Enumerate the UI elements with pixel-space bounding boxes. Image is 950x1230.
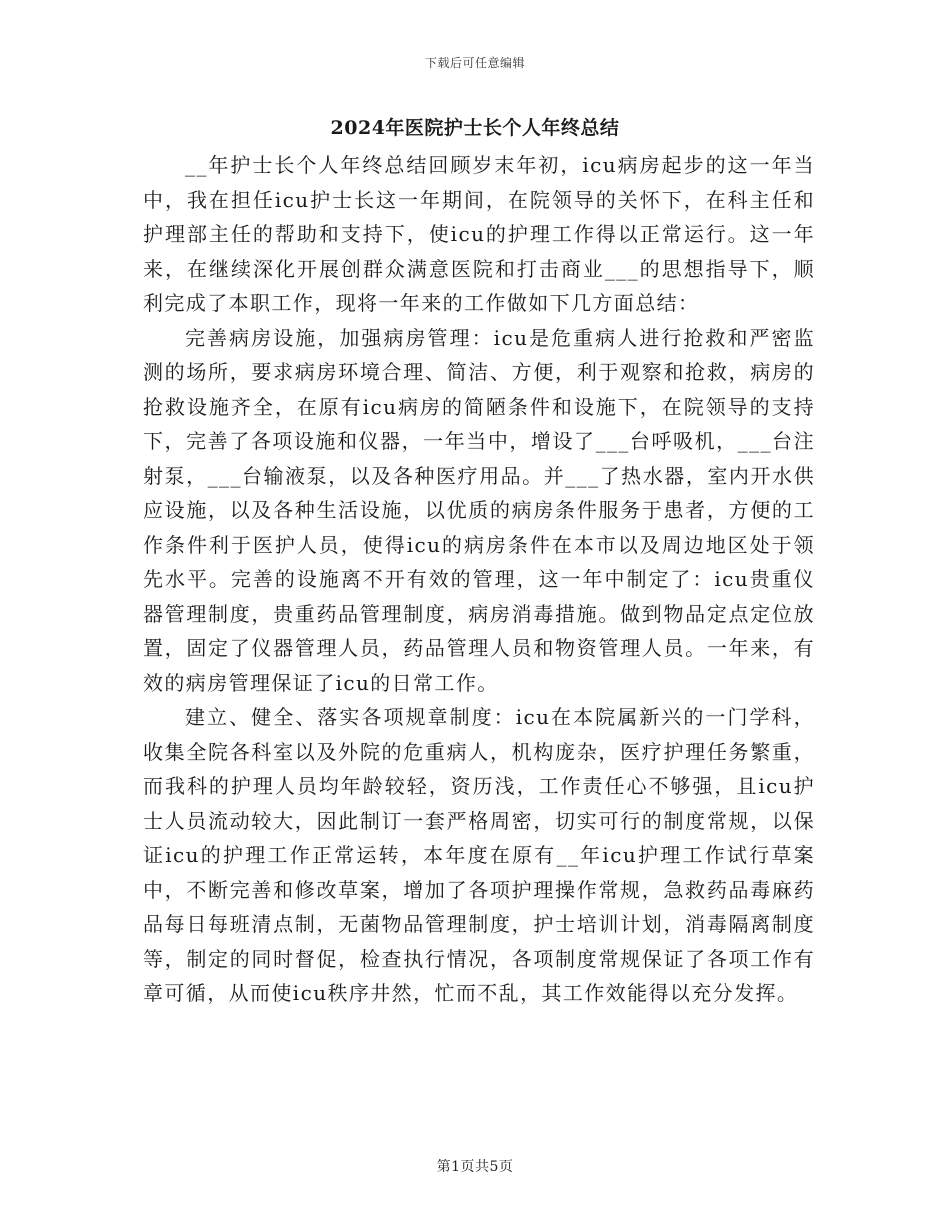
page-number: 第1页共5页 [436,1159,514,1175]
paragraph-facilities: 完善病房设施，加强病房管理：icu是危重病人进行抢救和严密监测的场所，要求病房环境合理、简洁、方便，利于观察和抢救，病房的抢救设施齐全，在原有icu病房的简陋条件和设施下，在院领导的支持下，完善了各项设施和仪器，一年当中，增设了___台呼吸机，___台注射泵，___台输液泵，以及各种医疗用品。并___了热水器，室内开水供应设施，以及各种生活设施，以优质的病房条件服务于患者，方便的工作条件利于医护人员，使得icu的病房条件在本市以及周边地区处于领先水平。完善的设施离不开有效的管理，这一年中制定了：icu贵重仪器管理制度，贵重药品管理制度，病房消毒措施。做到物品定点定位放置，固定了仪器管理人员，药品管理人员和物资管理人员。一年来，有效的病房管理保证了icu的日常工作。 [143,325,815,695]
paragraph-regulations: 建立、健全、落实各项规章制度：icu在本院属新兴的一门学科，收集全院各科室以及外院的危重病人，机构庞杂，医疗护理任务繁重，而我科的护理人员均年龄较轻，资历浅，工作责任心不够强，且icu护士人员流动较大，因此制订一套严格周密，切实可行的制度常规，以保证icu的护理工作正常运转，本年度在原有__年icu护理工作试行草案中，不断完善和修改草案，增加了各项护理操作常规，急救药品毒麻药品每日每班清点制，无菌物品管理制度，护士培训计划，消毒隔离制度等，制定的同时督促，检查执行情况，各项制度常规保证了各项工作有章可循，从而使icu秩序井然，忙而不乱，其工作效能得以充分发挥。 [143,705,815,1005]
header-note: 下载后可任意编辑 [424,56,525,70]
document-body [143,148,815,1011]
paragraph-intro: __年护士长个人年终总结回顾岁末年初，icu病房起步的这一年当中，我在担任icu护士长这一年期间，在院领导的关怀下，在科主任和护理部主任的帮助和支持下，使icu的护理工作得以正常运行。这一年来，在继续深化开展创群众满意医院和打击商业___的思想指导下，顺利完成了本职工作，现将一年来的工作做如下几方面总结： [143,153,815,315]
document-title: 2024年医院护士长个人年终总结 [330,117,620,139]
